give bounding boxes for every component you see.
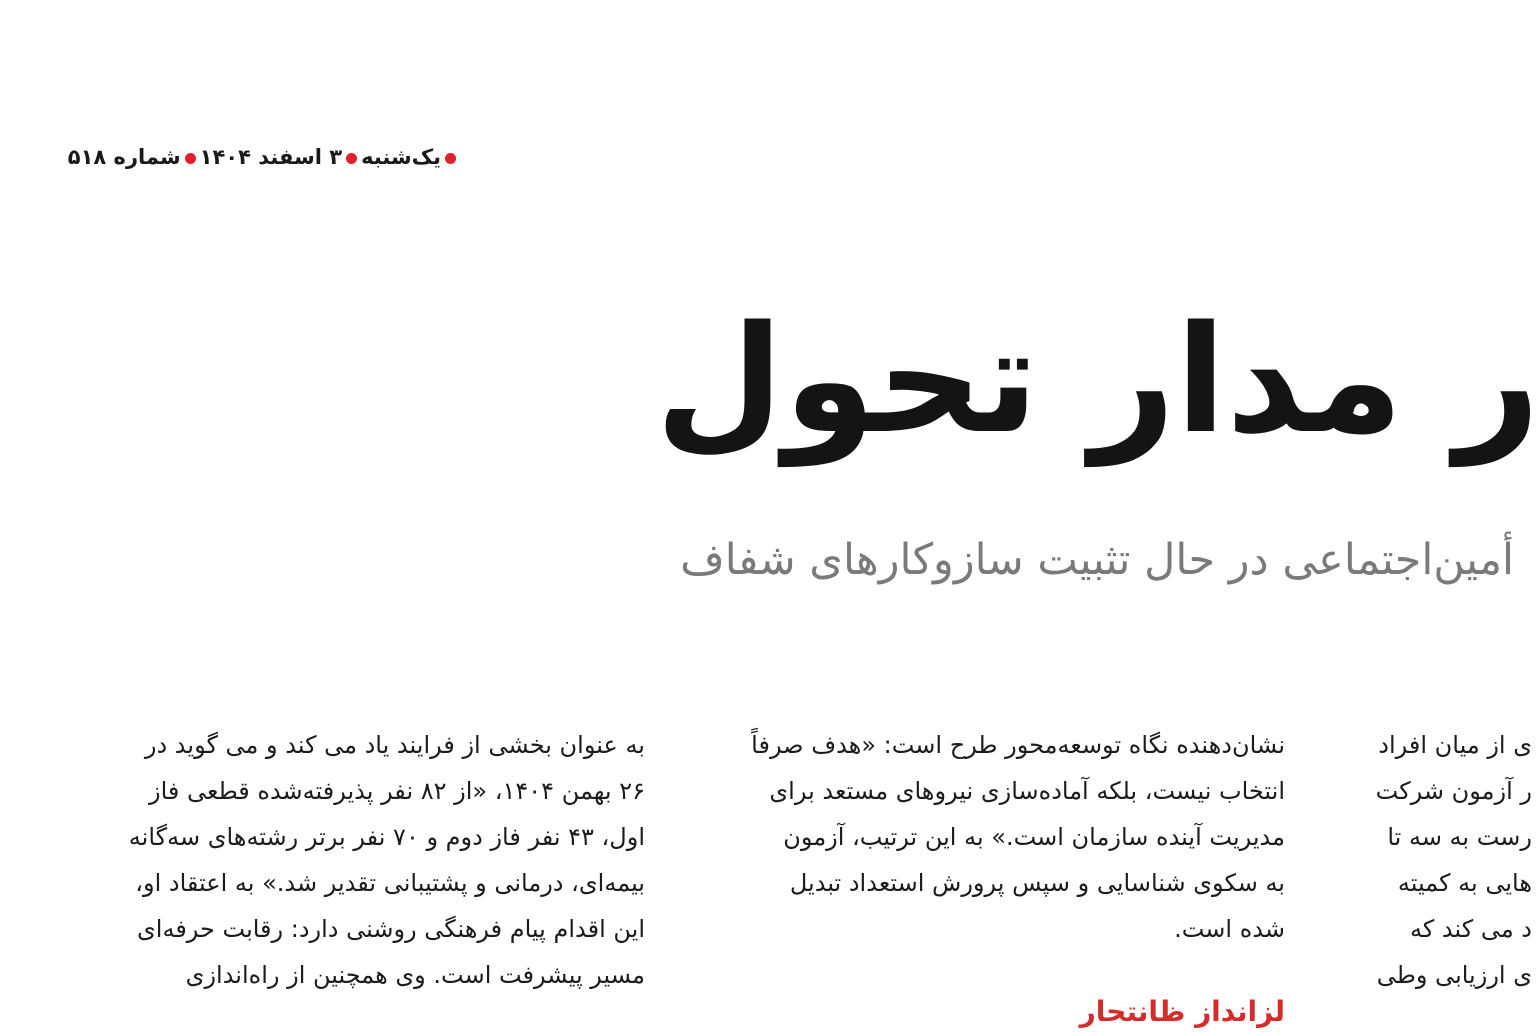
body-column-middle xyxy=(700,722,1285,1014)
masthead-dateline xyxy=(60,145,460,169)
body-column-right xyxy=(1342,722,1532,1014)
body-line: مدیریت آینده سازمان است.» به این ترتیب، آزمون xyxy=(783,823,1285,851)
body-line: اول، ۴۳ نفر فاز دوم و ۷۰ نفر برتر رشته‌های سه‌گانه xyxy=(128,823,645,851)
body-line: این اقدام پیام فرهنگی روشنی دارد: رقابت حرفه‌ای xyxy=(137,915,645,943)
body-line: ر آزمون شرکت xyxy=(1375,777,1532,805)
body-line: ی از میان افراد xyxy=(1378,731,1532,759)
article-headline xyxy=(0,285,1540,475)
body-line: شده است. xyxy=(1174,915,1285,943)
red-bullet-icon xyxy=(346,153,357,164)
body-line: مسیر پیشرفت است. وی همچنین از راه‌اندازی xyxy=(185,961,645,989)
body-line: هایی به کمیته xyxy=(1397,869,1532,897)
body-line: د می کند که xyxy=(1410,915,1532,943)
subtitle-text: أمین‌اجتماعی در حال تثبیت سازوکارهای شفاف xyxy=(680,535,1514,585)
masthead-date: ۳ اسفند ۱۴۰۴ xyxy=(199,145,343,169)
section-subheading xyxy=(1040,992,1285,1028)
body-line: ی ارزیابی وطی xyxy=(1376,961,1532,989)
subheading-text: لزانداز ظانتحار xyxy=(1079,995,1285,1028)
headline-text: ر مدار تحول xyxy=(655,294,1540,466)
body-line: ۲۶ بهمن ۱۴۰۴، «از ۸۲ نفر پذیرفته‌شده قطعی فاز xyxy=(149,777,645,805)
body-line: بیمه‌ای، درمانی و پشتیبانی تقدیر شد.» به اعتقاد او، xyxy=(135,869,645,897)
body-line: به عنوان بخشی از فرایند یاد می کند و می گوید در xyxy=(144,731,645,759)
body-line: به سکوی شناسایی و سپس پرورش استعداد تبدیل xyxy=(789,869,1285,897)
article-subtitle xyxy=(0,525,1514,595)
masthead-day: یک‌شنبه xyxy=(361,145,441,169)
body-line: نشان‌دهنده نگاه توسعه‌محور طرح است: «هدف صرفاً xyxy=(751,731,1285,759)
red-bullet-icon xyxy=(185,153,196,164)
body-column-left xyxy=(60,722,645,1014)
red-bullet-icon xyxy=(445,153,456,164)
body-line: رست به سه تا xyxy=(1387,823,1532,851)
masthead-issue: شماره ۵۱۸ xyxy=(67,145,181,169)
body-line: انتخاب نیست، بلکه آماده‌سازی نیروهای مستعد برای xyxy=(769,777,1285,805)
